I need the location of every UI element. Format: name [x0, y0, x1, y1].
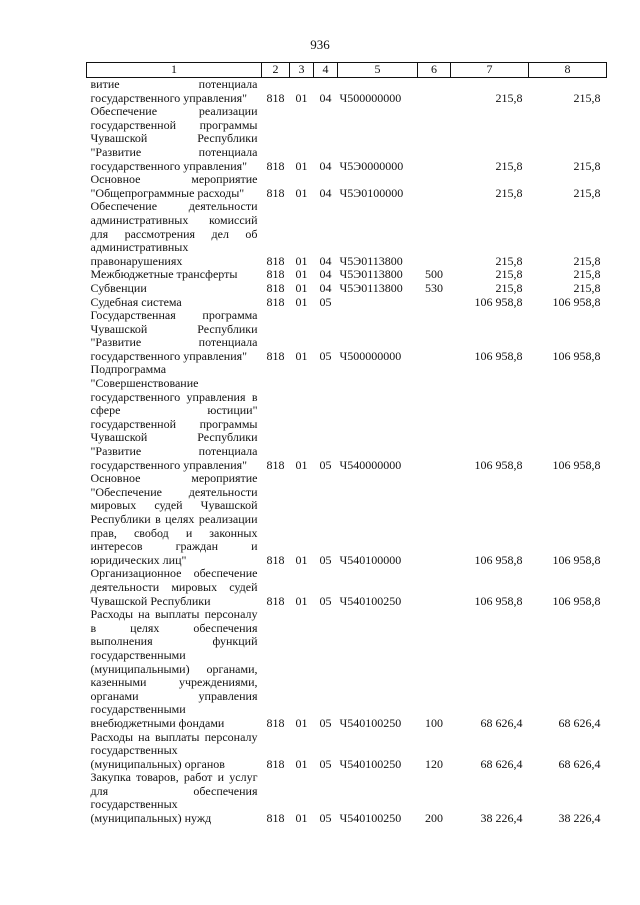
row-section-code: 01 [295, 185, 308, 200]
row-amount-2: 106 958,8 [552, 593, 601, 608]
column-header: 4 [314, 63, 338, 78]
row-gr-code: 818 [266, 457, 285, 472]
row-target-article: Ч5Э0100000 [339, 185, 404, 200]
table-row [87, 282, 607, 296]
column-header: 8 [529, 63, 607, 78]
row-section-code: 01 [295, 552, 308, 567]
row-subsection-code: 04 [319, 185, 332, 200]
row-section-code: 01 [295, 348, 308, 363]
row-expense-type [418, 296, 451, 310]
row-gr-code: 818 [266, 90, 285, 105]
row-subsection-code: 04 [319, 267, 332, 282]
column-header: 1 [87, 63, 262, 78]
row-amount-1: 38 226,4 [480, 811, 523, 826]
row-subsection-code: 05 [319, 552, 332, 567]
row-subsection-code: 05 [319, 348, 332, 363]
table-row [87, 363, 607, 472]
row-gr-code: 818 [266, 185, 285, 200]
row-expense-type: 120 [425, 756, 443, 771]
row-section-code: 01 [295, 158, 308, 173]
row-section-code: 01 [295, 280, 308, 295]
row-amount-2: 106 958,8 [552, 294, 601, 309]
page-number: 936 [310, 37, 330, 52]
row-expense-type [418, 363, 451, 472]
row-gr-code: 818 [266, 253, 285, 268]
row-section-code: 01 [295, 457, 308, 472]
row-target-article [338, 296, 418, 310]
row-amount-2: 106 958,8 [552, 348, 601, 363]
row-section-code: 01 [295, 294, 308, 309]
row-expense-type: 200 [425, 811, 443, 826]
row-name: Основное мероприятие "Общепрограммные расходы" [90, 172, 258, 200]
table-row [87, 608, 607, 730]
row-target-article: Ч540000000 [339, 457, 402, 472]
row-subsection-code: 05 [319, 457, 332, 472]
table-row [87, 731, 607, 772]
row-gr-code: 818 [266, 158, 285, 173]
table-row [87, 771, 607, 825]
row-subsection-code: 05 [319, 294, 332, 309]
row-target-article: Ч540100250 [339, 715, 402, 730]
row-target-article: Ч5Э0113800 [339, 253, 403, 268]
row-amount-1: 106 958,8 [474, 348, 523, 363]
row-expense-type: 100 [425, 715, 443, 730]
row-amount-2: 215,8 [573, 267, 601, 282]
column-header: 6 [418, 63, 451, 78]
row-subsection-code: 04 [319, 158, 332, 173]
column-header: 5 [338, 63, 418, 78]
row-amount-1: 215,8 [495, 267, 523, 282]
row-name: Организационное обеспечение деятельности мировых судей Чувашской Республики [90, 566, 258, 608]
row-gr-code: 818 [266, 593, 285, 608]
column-header: 3 [290, 63, 314, 78]
table-header-row [87, 63, 607, 78]
row-section-code: 01 [295, 90, 308, 105]
table-row [87, 296, 607, 310]
row-amount-1: 106 958,8 [474, 457, 523, 472]
row-expense-type [418, 78, 451, 106]
budget-table [86, 62, 607, 826]
row-amount-2: 106 958,8 [552, 457, 601, 472]
row-amount-2: 215,8 [573, 185, 601, 200]
row-expense-type [418, 472, 451, 567]
row-amount-1: 215,8 [495, 280, 523, 295]
row-expense-type [418, 309, 451, 363]
row-subsection-code: 05 [319, 593, 332, 608]
row-expense-type [418, 105, 451, 173]
table-row [87, 173, 607, 200]
row-amount-2: 68 626,4 [558, 715, 601, 730]
row-target-article: Ч540100000 [339, 552, 402, 567]
row-amount-1: 106 958,8 [474, 294, 523, 309]
row-amount-1: 215,8 [495, 253, 523, 268]
row-amount-1: 68 626,4 [480, 756, 523, 771]
row-amount-2: 215,8 [573, 253, 601, 268]
row-expense-type: 500 [425, 267, 443, 282]
row-target-article: Ч540100250 [339, 593, 402, 608]
column-header: 2 [262, 63, 290, 78]
row-name: Расходы на выплаты персоналу в целях обеспечения выполнения функций государственными (муниципальными) органами, казенными учреждениями, органами управления государственными внебюджетными фондами [90, 607, 258, 730]
row-target-article: Ч5Э0000000 [339, 158, 404, 173]
row-gr-code: 818 [266, 294, 285, 309]
row-amount-2: 106 958,8 [552, 552, 601, 567]
row-section-code: 01 [295, 253, 308, 268]
row-name: Государственная программа Чувашской Республики "Развитие потенциала государственного управления" [90, 308, 258, 363]
row-gr-code: 818 [266, 280, 285, 295]
table-row [87, 105, 607, 173]
row-amount-2: 68 626,4 [558, 756, 601, 771]
row-expense-type: 530 [425, 280, 443, 295]
row-gr-code: 818 [266, 715, 285, 730]
row-subsection-code: 04 [319, 280, 332, 295]
row-amount-1: 68 626,4 [480, 715, 523, 730]
row-gr-code: 818 [266, 552, 285, 567]
column-header: 7 [451, 63, 529, 78]
row-name: Судебная система [90, 294, 182, 309]
row-gr-code: 818 [266, 348, 285, 363]
row-target-article: Ч540100250 [339, 811, 402, 826]
row-amount-1: 215,8 [495, 158, 523, 173]
row-name: витие потенциала государственного управления" [90, 77, 258, 105]
row-amount-2: 215,8 [573, 90, 601, 105]
row-name: Межбюджетные трансферты [90, 267, 238, 282]
row-target-article: Ч500000000 [339, 348, 402, 363]
row-amount-2: 215,8 [573, 280, 601, 295]
row-name: Субвенции [90, 280, 147, 295]
table-row [87, 472, 607, 567]
table-row [87, 567, 607, 608]
row-gr-code: 818 [266, 267, 285, 282]
row-amount-2: 38 226,4 [558, 811, 601, 826]
row-subsection-code: 05 [319, 715, 332, 730]
table-row [87, 200, 607, 268]
row-section-code: 01 [295, 811, 308, 826]
row-amount-2: 215,8 [573, 158, 601, 173]
row-name: Закупка товаров, работ и услуг для обеспечения государственных (муниципальных) нужд [90, 770, 258, 826]
row-subsection-code: 04 [319, 253, 332, 268]
row-name: Подпрограмма "Совершенствование государственного управления в сфере юстиции" государственной программы Чувашской Республики "Развитие потенциала государственного управления" [90, 362, 258, 472]
table-row [87, 309, 607, 363]
row-name: Основное мероприятие "Обеспечение деятельности мировых судей Чувашской Республики в целях реализации прав, свобод и законных интересов граждан и юридических лиц" [90, 471, 258, 567]
row-amount-1: 106 958,8 [474, 552, 523, 567]
row-target-article: Ч5Э0113800 [339, 280, 403, 295]
row-target-article: Ч5Э0113800 [339, 267, 403, 282]
row-section-code: 01 [295, 593, 308, 608]
row-section-code: 01 [295, 756, 308, 771]
row-target-article: Ч540100250 [339, 756, 402, 771]
table-body [87, 78, 607, 826]
row-amount-1: 215,8 [495, 90, 523, 105]
row-gr-code: 818 [266, 811, 285, 826]
row-name: Обеспечение деятельности административных комиссий для рассмотрения дел об административных правонарушениях [90, 199, 258, 268]
row-subsection-code: 04 [319, 90, 332, 105]
row-section-code: 01 [295, 267, 308, 282]
row-amount-1: 215,8 [495, 185, 523, 200]
row-section-code: 01 [295, 715, 308, 730]
row-name: Обеспечение реализации государственной программы Чувашской Республики "Развитие потенциала государственного управления" [90, 104, 258, 173]
row-gr-code: 818 [266, 756, 285, 771]
row-amount-1: 106 958,8 [474, 593, 523, 608]
row-expense-type [418, 200, 451, 268]
row-subsection-code: 05 [319, 756, 332, 771]
table-row [87, 78, 607, 106]
table-row [87, 268, 607, 282]
row-expense-type [418, 567, 451, 608]
row-target-article: Ч500000000 [339, 90, 402, 105]
row-expense-type [418, 173, 451, 200]
row-name: Расходы на выплаты персоналу государственных (муниципальных) органов [90, 729, 258, 771]
row-subsection-code: 05 [319, 811, 332, 826]
